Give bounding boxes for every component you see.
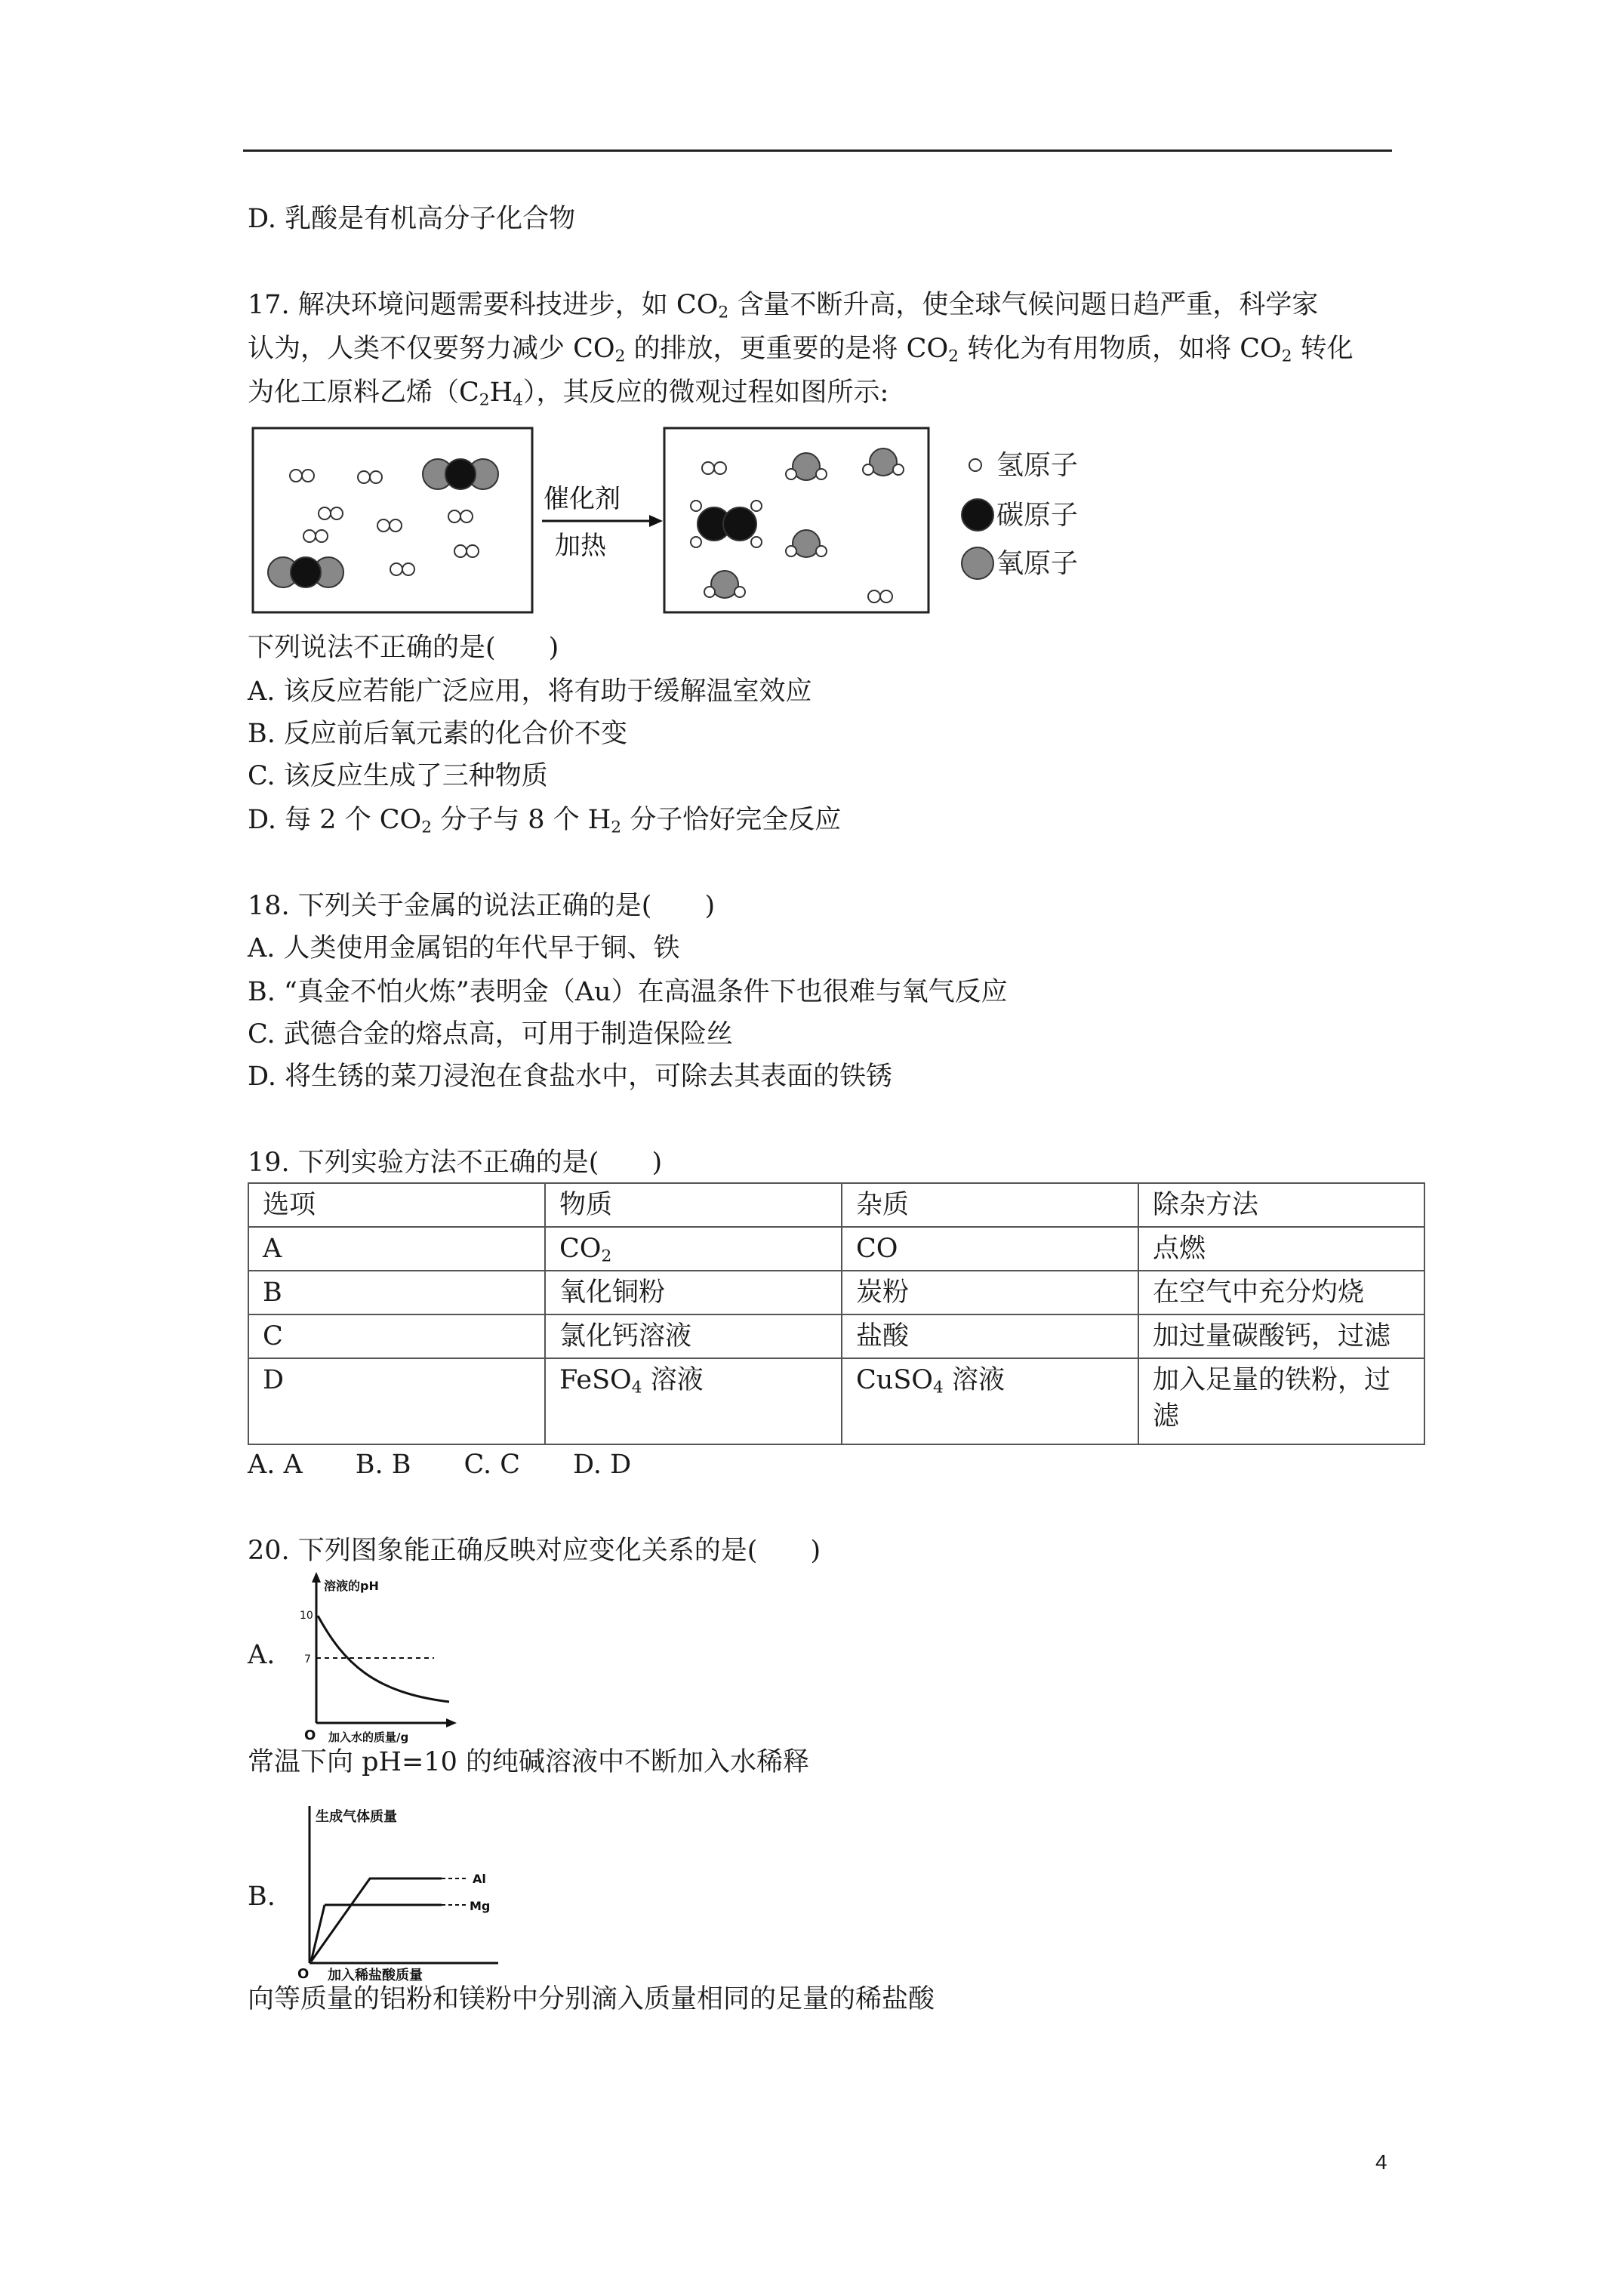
graph-a-origin: O	[304, 1727, 316, 1743]
table-cell: 氯化钙溶液	[545, 1314, 842, 1358]
header-cell: 物质	[545, 1183, 842, 1227]
q17-option-b: B. 反应前后氧元素的化合价不变	[248, 719, 627, 749]
q18-option-b: B. “真金不怕火炼”表明金（Au）在高温条件下也很难与氧气反应	[248, 977, 1008, 1007]
graph-b-series-mg: Mg	[470, 1899, 491, 1913]
q19-table	[248, 1182, 1425, 1445]
table-cell: 在空气中充分灼烧	[1138, 1271, 1424, 1314]
table-cell: 盐酸	[842, 1314, 1138, 1358]
table-row	[248, 1314, 1424, 1358]
q19-question: 19. 下列实验方法不正确的是( )	[248, 1148, 663, 1178]
q18-option-c: C. 武德合金的熔点高，可用于制造保险丝	[248, 1019, 733, 1049]
heat-label: 加热	[555, 531, 606, 561]
q17-option-a: A. 该反应若能广泛应用，将有助于缓解温室效应	[248, 676, 812, 707]
q17-option-d: D. 每 2 个 $CO_2$ 分子与 8 个 $H_2$ 分子恰好完全反应	[248, 805, 842, 837]
q18-option-d: D. 将生锈的菜刀浸泡在食盐水中，可除去其表面的铁锈	[248, 1062, 893, 1092]
header-cell: 选项	[248, 1183, 545, 1227]
q17-stem-line1: 17. 解决环境问题需要科技进步，如 $CO_2$ 含量不断升高，使全球气候问题日趋严重，科学家	[248, 290, 1319, 322]
table-cell: 加入足量的铁粉，过 滤	[1138, 1358, 1424, 1444]
table-cell: CO	[842, 1227, 1138, 1271]
q17-stem-line2: 认为，人类不仅要努力减少 $CO_2$ 的排放，更重要的是将 $CO_2$ 转化为有用物质，如将 $CO_2$ 转化	[248, 334, 1354, 366]
table-row	[248, 1358, 1424, 1444]
q20-option-a-label: A.	[248, 1640, 276, 1670]
graph-a-ylabel: 溶液的pH	[324, 1579, 379, 1593]
q16-option-d: D. 乳酸是有机高分子化合物	[248, 204, 576, 234]
legend-hydrogen: 氢原子	[996, 450, 1079, 481]
graph-b-al-line	[311, 1878, 442, 1962]
table-cell: B	[248, 1271, 545, 1314]
q17-question: 下列说法不正确的是( )	[248, 633, 559, 663]
graph-b-xlabel: 加入稀盐酸质量	[328, 1968, 423, 1983]
q17-stem-line3: 为化工原料乙烯$(C_2H_4)$，其反应的微观过程如图所示:	[248, 378, 889, 410]
q18-question: 18. 下列关于金属的说法正确的是( )	[248, 891, 716, 921]
q19-answers: A. A B. B C. C D. D	[248, 1450, 632, 1480]
table-cell: CuSO$_4$ 溶液	[842, 1358, 1138, 1444]
header-rule	[243, 149, 1392, 152]
reaction-diagram	[249, 424, 1125, 618]
q20-option-a-caption: 常温下向 pH=10 的纯碱溶液中不断加入水稀释	[248, 1747, 810, 1777]
table-row	[248, 1271, 1424, 1314]
catalyst-label: 催化剂	[544, 484, 621, 514]
graph-a-tick-10: 10	[300, 1610, 313, 1622]
table-header-row	[248, 1183, 1424, 1227]
table-row	[248, 1227, 1424, 1271]
q20-question: 20. 下列图象能正确反映对应变化关系的是( )	[248, 1536, 821, 1566]
graph-b-series-al: Al	[473, 1872, 486, 1886]
q17-option-c: C. 该反应生成了三种物质	[248, 761, 548, 791]
table-cell: A	[248, 1227, 545, 1271]
graph-a-xlabel: 加入水的质量/g	[328, 1730, 409, 1744]
table-cell: 氧化铜粉	[545, 1271, 842, 1314]
graph-a-tick-7: 7	[304, 1653, 311, 1666]
table-cell: 炭粉	[842, 1271, 1138, 1314]
header-cell: 杂质	[842, 1183, 1138, 1227]
table-cell: 点燃	[1138, 1227, 1424, 1271]
legend-carbon: 碳原子	[996, 500, 1079, 531]
legend-oxygen: 氧原子	[996, 548, 1079, 579]
table-cell: D	[248, 1358, 545, 1444]
graph-b-origin: O	[297, 1966, 310, 1982]
q20-option-b-label: B.	[248, 1881, 276, 1912]
graph-a	[298, 1572, 464, 1746]
table-cell: C	[248, 1314, 545, 1358]
table-cell: $CO_2$	[545, 1227, 842, 1271]
table-cell: FeSO$_4$ 溶液	[545, 1358, 842, 1444]
table-cell: 加过量碳酸钙，过滤	[1138, 1314, 1424, 1358]
graph-b-ylabel: 生成气体质量	[316, 1809, 397, 1825]
q18-option-a: A. 人类使用金属铝的年代早于铜、铁	[248, 933, 680, 963]
header-cell: 除杂方法	[1138, 1183, 1424, 1227]
page-number: 4	[1375, 2150, 1387, 2174]
q20-option-b-caption: 向等质量的铝粉和镁粉中分别滴入质量相同的足量的稀盐酸	[248, 1984, 935, 2014]
graph-b	[294, 1803, 506, 1984]
